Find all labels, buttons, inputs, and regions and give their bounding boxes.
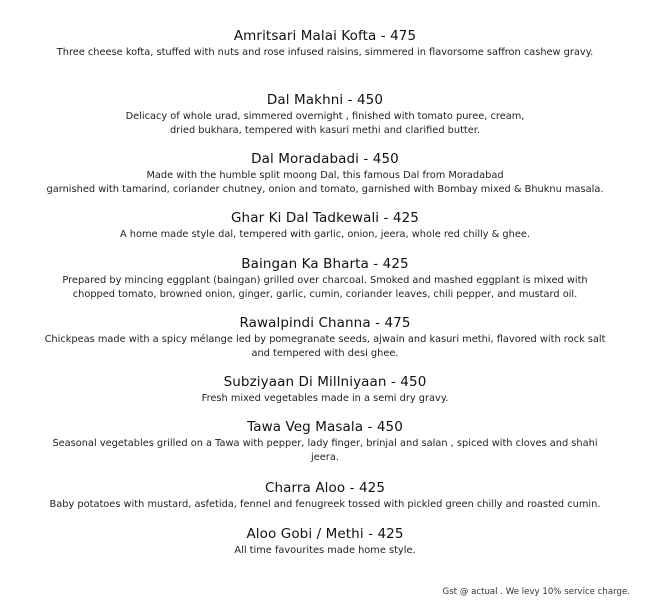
description-line: jeera.	[311, 452, 339, 463]
menu-item-description	[0, 110, 650, 138]
menu-item-title: Baingan Ka Bharta - 425	[241, 256, 409, 272]
menu-item-description	[0, 46, 650, 60]
description-line: Prepared by mincing eggplant (baingan) grilled over charcoal. Smoked and mashed eggplant is mixed with	[62, 275, 588, 286]
menu-item-title: Dal Moradabadi - 450	[251, 151, 399, 167]
description-line: Three cheese kofta, stuffed with nuts and rose infused raisins, simmered in flavorsome saffron cashew gravy.	[56, 47, 594, 58]
description-line: A home made style dal, tempered with garlic, onion, jeera, whole red chilly & ghee.	[119, 229, 531, 240]
description-line: Chickpeas made with a spicy mélange led by pomegranate seeds, ajwain and kasuri methi, flavored with rock salt	[44, 334, 606, 345]
menu-item-title: Tawa Veg Masala - 450	[247, 419, 403, 435]
menu-item-description	[0, 274, 650, 302]
description-line: Baby potatoes with mustard, asfetida, fennel and fenugreek tossed with pickled green chilly and roasted cumin.	[49, 499, 601, 510]
menu-item-2	[0, 92, 650, 138]
description-line: and tempered with desi ghee.	[251, 348, 399, 359]
menu-item-7	[0, 374, 650, 406]
menu-item-6	[0, 315, 650, 361]
menu-item-title: Ghar Ki Dal Tadkewali - 425	[231, 210, 419, 226]
menu-item-title: Subziyaan Di Millniyaan - 450	[223, 374, 427, 390]
description-line: garnished with tamarind, coriander chutney, onion and tomato, garnished with Bombay mixed & Bhuknu masala.	[46, 184, 604, 195]
menu-item-description	[0, 437, 650, 465]
menu-item-5	[0, 256, 650, 302]
menu-item-1	[0, 28, 650, 60]
description-line: Seasonal vegetables grilled on a Tawa with pepper, lady finger, brinjal and salan , spiced with cloves and shahi	[52, 438, 598, 449]
menu-item-description	[0, 228, 650, 242]
description-line: All time favourites made home style.	[234, 545, 416, 556]
footer-note: Gst @ actual . We levy 10% service charge.	[442, 587, 630, 597]
description-line: Made with the humble split moong Dal, this famous Dal from Moradabad	[146, 170, 504, 181]
menu-item-description	[0, 498, 650, 512]
menu-item-title: Rawalpindi Channa - 475	[239, 315, 411, 331]
description-line: Fresh mixed vegetables made in a semi dry gravy.	[201, 393, 449, 404]
menu-item-description	[0, 544, 650, 558]
menu-item-title: Dal Makhni - 450	[266, 92, 384, 108]
menu-item-10	[0, 526, 650, 558]
menu-item-4	[0, 210, 650, 242]
menu-item-title: Charra Aloo - 425	[264, 480, 386, 496]
menu-item-description	[0, 333, 650, 361]
description-line: dried bukhara, tempered with kasuri methi and clarified butter.	[169, 125, 481, 136]
menu-item-title: Amritsari Malai Kofta - 475	[233, 28, 417, 44]
menu-item-title: Aloo Gobi / Methi - 425	[246, 526, 404, 542]
menu-item-description	[0, 392, 650, 406]
menu-item-9	[0, 480, 650, 512]
menu-item-description	[0, 169, 650, 197]
description-line: chopped tomato, browned onion, ginger, garlic, cumin, coriander leaves, chili pepper, and mustard oil.	[72, 289, 578, 300]
description-line: Delicacy of whole urad, simmered overnight , finished with tomato puree, cream,	[125, 111, 525, 122]
menu-item-8	[0, 419, 650, 465]
menu-item-3	[0, 151, 650, 197]
